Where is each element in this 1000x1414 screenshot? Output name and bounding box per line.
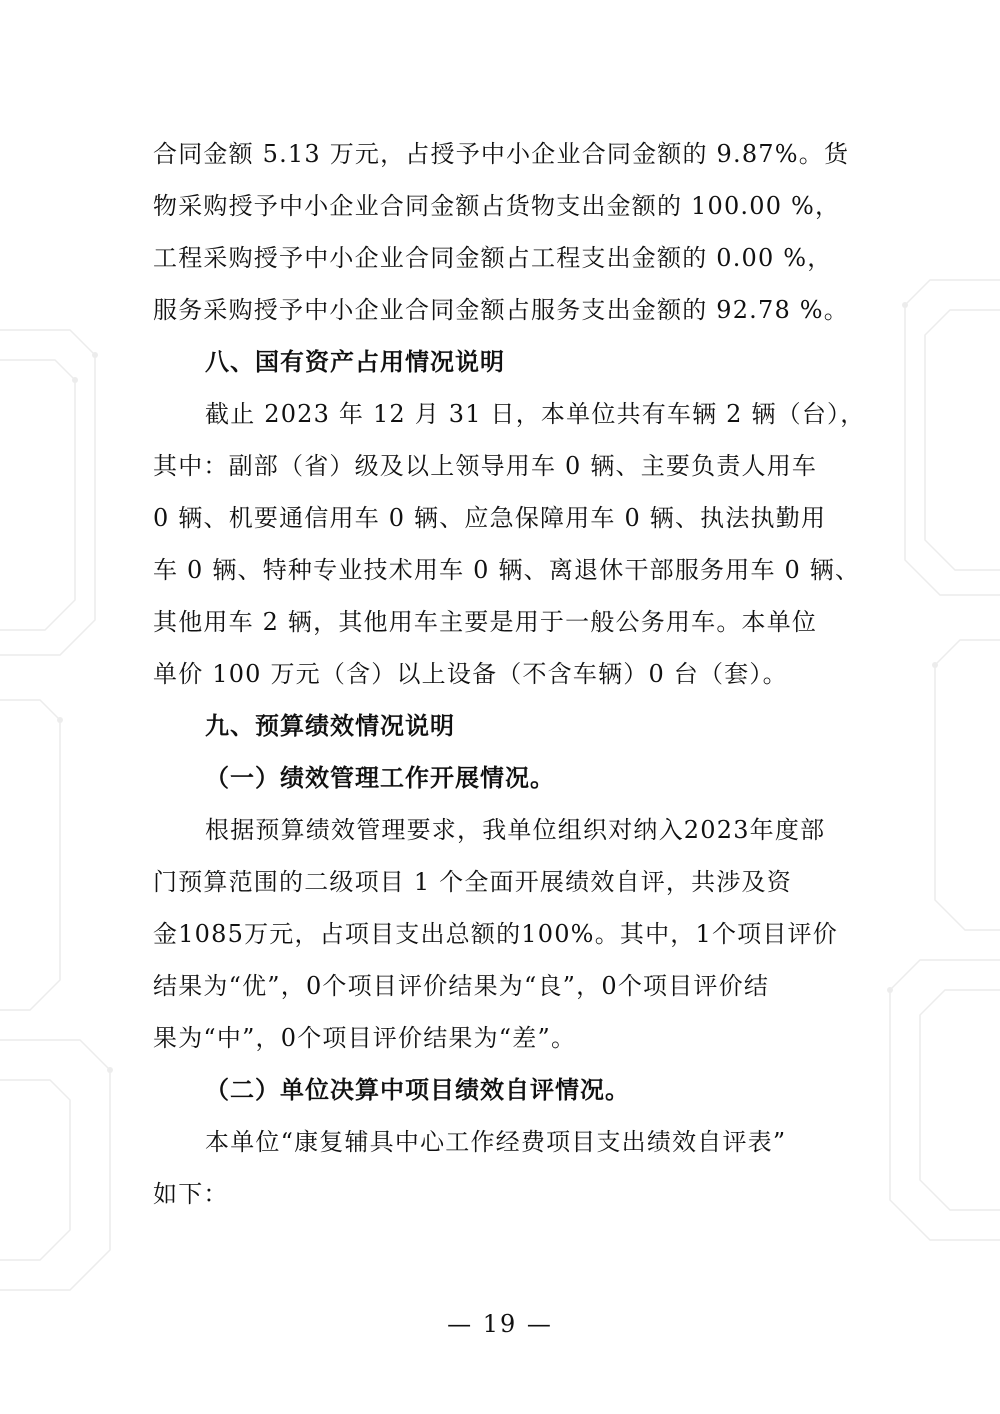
page-number: — 19 —	[447, 1310, 553, 1338]
section-8-heading: 八、国有资产占用情况说明	[205, 348, 505, 376]
body-line: 物采购授予中小企业合同金额占货物支出金额的 100.00 %，	[153, 192, 841, 220]
section-9-heading: 九、预算绩效情况说明	[205, 712, 455, 740]
subsection-1-line: 金1085万元，占项目支出总额的100%。其中，1个项目评价	[153, 920, 838, 948]
subsection-2-line: 本单位“康复辅具中心工作经费项目支出绩效自评表”	[205, 1128, 787, 1156]
subsection-1-line: 结果为“优”，0个项目评价结果为“良”，0个项目评价结	[153, 972, 770, 1000]
document-body	[153, 128, 866, 1220]
subsection-2-heading: （二）单位决算中项目绩效自评情况。	[205, 1076, 630, 1104]
section-8-line: 截止 2023 年 12 月 31 日，本单位共有车辆 2 辆（台），	[205, 400, 866, 428]
body-line: 服务采购授予中小企业合同金额占服务支出金额的 92.78 %。	[153, 296, 849, 324]
section-8-line: 其他用车 2 辆，其他用车主要是用于一般公务用车。本单位	[153, 608, 818, 636]
section-8-line: 0 辆、机要通信用车 0 辆、应急保障用车 0 辆、执法执勤用	[153, 504, 827, 532]
section-8-line: 单价 100 万元（含）以上设备（不含车辆）0 台（套）。	[153, 660, 788, 688]
section-8-line: 车 0 辆、特种专业技术用车 0 辆、离退休干部服务用车 0 辆、	[153, 556, 861, 584]
subsection-1-heading: （一）绩效管理工作开展情况。	[205, 764, 555, 792]
subsection-1-line: 根据预算绩效管理要求，我单位组织对纳入2023年度部	[205, 816, 826, 844]
subsection-1-line: 果为“中”，0个项目评价结果为“差”。	[153, 1024, 577, 1052]
subsection-1-line: 门预算范围的二级项目 1 个全面开展绩效自评，共涉及资	[153, 868, 792, 896]
body-line: 工程采购授予中小企业合同金额占工程支出金额的 0.00 %，	[153, 244, 833, 272]
section-8-line: 其中：副部（省）级及以上领导用车 0 辆、主要负责人用车	[153, 452, 818, 480]
subsection-2-line: 如下：	[153, 1180, 229, 1208]
body-line: 合同金额 5.13 万元，占授予中小企业合同金额的 9.87%。货	[153, 140, 850, 168]
